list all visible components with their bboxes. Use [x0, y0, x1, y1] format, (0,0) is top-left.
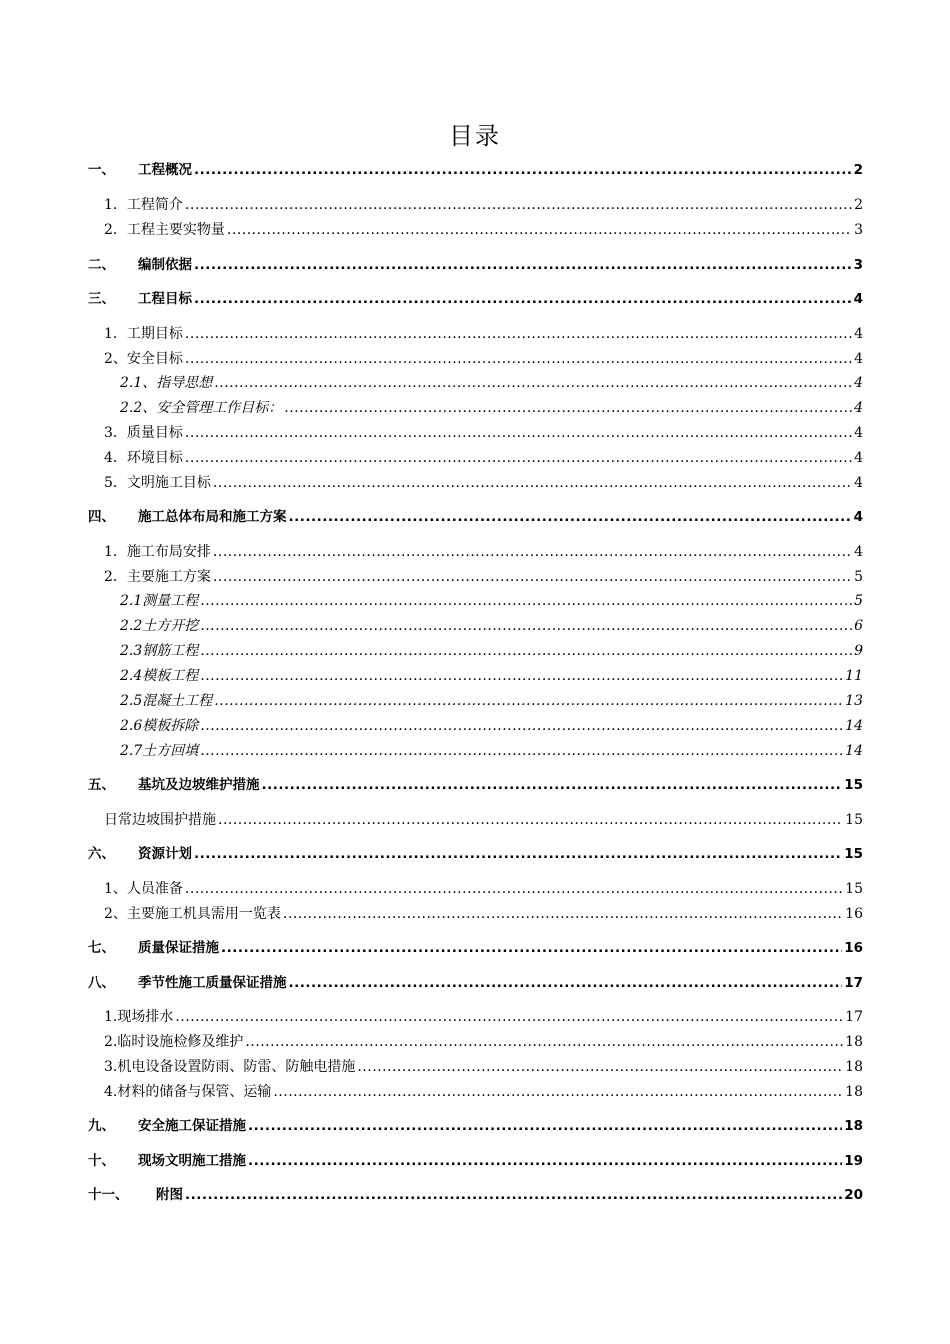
- toc-leader-dots: [194, 289, 852, 309]
- toc-entry-title: 2.1、指导思想: [120, 375, 213, 391]
- toc-entry-title: 1．工期目标: [104, 326, 183, 342]
- toc-entry[interactable]: [120, 398, 863, 418]
- toc-entry-title: 基坑及边坡维护措施: [138, 777, 260, 793]
- toc-entry[interactable]: [88, 938, 863, 958]
- toc-entry-title: 2．主要施工方案: [104, 569, 211, 585]
- toc-leader-dots: [200, 641, 852, 661]
- toc-leader-dots: [175, 1007, 843, 1027]
- toc-entry-page-number: 15: [844, 777, 863, 793]
- toc-entry-page-number: 5: [854, 593, 863, 609]
- toc-entry[interactable]: [88, 1151, 863, 1171]
- toc-entry-title: 资源计划: [138, 846, 192, 862]
- toc-entry-title: 1．施工布局安排: [104, 544, 211, 560]
- toc-entry[interactable]: [88, 255, 863, 275]
- toc-entry-title: 2、安全目标: [104, 351, 183, 367]
- toc-entry-title: 季节性施工质量保证措施: [138, 975, 287, 991]
- toc-entry[interactable]: [88, 1185, 863, 1205]
- toc-leader-dots: [185, 195, 852, 215]
- toc-entry[interactable]: [120, 591, 863, 611]
- toc-leader-dots: [185, 423, 852, 443]
- toc-leader-dots: [185, 324, 852, 344]
- toc-entry[interactable]: [120, 716, 863, 736]
- toc-leader-dots: [289, 507, 852, 527]
- toc-entry[interactable]: [120, 741, 863, 761]
- toc-entry[interactable]: [120, 691, 863, 711]
- toc-entry[interactable]: [104, 542, 863, 562]
- toc-entry[interactable]: [88, 1116, 863, 1136]
- toc-leader-dots: [194, 844, 842, 864]
- toc-entry[interactable]: [104, 810, 863, 830]
- toc-entry-title: 日常边坡围护措施: [104, 812, 216, 828]
- toc-entry[interactable]: [104, 473, 863, 493]
- toc-entry[interactable]: [104, 1007, 863, 1027]
- toc-entry-page-number: 4: [853, 291, 863, 307]
- toc-entry-number: 十一、: [88, 1187, 129, 1203]
- toc-entry-page-number: 16: [845, 906, 863, 922]
- toc-entry-title: 2．工程主要实物量: [104, 222, 225, 238]
- toc-entry-title: 4.材料的储备与保管、运输: [104, 1084, 272, 1100]
- toc-entry-number: 五、: [88, 777, 115, 793]
- toc-entry[interactable]: [88, 160, 863, 180]
- toc-entry[interactable]: [104, 904, 863, 924]
- toc-entry-page-number: 3: [854, 222, 863, 238]
- toc-entry-title: 2.5混凝土工程: [120, 693, 213, 709]
- toc-leader-dots: [214, 691, 843, 711]
- toc-leader-dots: [185, 879, 843, 899]
- toc-entry-number: 二、: [88, 257, 115, 273]
- toc-entry[interactable]: [104, 423, 863, 443]
- toc-entry-page-number: 18: [845, 1034, 863, 1050]
- toc-leader-dots: [194, 255, 852, 275]
- toc-entry-page-number: 9: [854, 643, 863, 659]
- toc-entry-title: 2.4模板工程: [120, 668, 199, 684]
- toc-entry-title: 质量保证措施: [138, 940, 219, 956]
- toc-entry-title: 编制依据: [138, 257, 192, 273]
- toc-entry[interactable]: [104, 567, 863, 587]
- toc-entry-title: 1、人员准备: [104, 881, 183, 897]
- toc-entry-page-number: 4: [853, 509, 863, 525]
- toc-leader-dots: [284, 398, 852, 418]
- toc-leader-dots: [200, 591, 852, 611]
- toc-entry-page-number: 15: [844, 846, 863, 862]
- toc-leader-dots: [200, 616, 852, 636]
- toc-entry-page-number: 4: [854, 351, 863, 367]
- toc-entry-title: 2.1测量工程: [120, 593, 199, 609]
- toc-entry[interactable]: [120, 373, 863, 393]
- toc-entry[interactable]: [104, 195, 863, 215]
- toc-entry[interactable]: [104, 448, 863, 468]
- toc-entry-page-number: 4: [854, 450, 863, 466]
- toc-leader-dots: [200, 741, 843, 761]
- toc-entry-page-number: 18: [845, 1059, 863, 1075]
- toc-entry-title: 4．环境目标: [104, 450, 183, 466]
- toc-leader-dots: [194, 160, 852, 180]
- toc-leader-dots: [200, 716, 843, 736]
- toc-entry-page-number: 4: [854, 544, 863, 560]
- toc-entry-page-number: 16: [844, 940, 863, 956]
- toc-entry[interactable]: [88, 844, 863, 864]
- toc-entry-page-number: 14: [845, 718, 863, 734]
- toc-entry[interactable]: [88, 507, 863, 527]
- toc-entry[interactable]: [120, 641, 863, 661]
- toc-entry-title: 2.临时设施检修及维护: [104, 1034, 244, 1050]
- toc-leader-dots: [214, 373, 852, 393]
- toc-entry[interactable]: [104, 349, 863, 369]
- toc-entry[interactable]: [120, 616, 863, 636]
- toc-entry[interactable]: [104, 1057, 863, 1077]
- toc-entry-page-number: 4: [854, 326, 863, 342]
- toc-entry-page-number: 4: [854, 375, 863, 391]
- toc-entry-page-number: 15: [845, 881, 863, 897]
- toc-leader-dots: [273, 1082, 843, 1102]
- toc-entry-page-number: 18: [844, 1118, 863, 1134]
- toc-entry-page-number: 4: [854, 425, 863, 441]
- toc-entry[interactable]: [88, 775, 863, 795]
- toc-leader-dots: [185, 1185, 842, 1205]
- toc-entry-title: 2.6模板拆除: [120, 718, 199, 734]
- toc-entry-page-number: 13: [845, 693, 863, 709]
- toc-entry-page-number: 4: [854, 400, 863, 416]
- toc-title: 目录: [449, 122, 501, 150]
- toc-entry-number: 四、: [88, 509, 115, 525]
- toc-entry-title: 3．质量目标: [104, 425, 183, 441]
- toc-entry-title: 工程目标: [138, 291, 192, 307]
- toc-entry-title: 1.现场排水: [104, 1009, 174, 1025]
- toc-entry-title: 2.3钢筋工程: [120, 643, 199, 659]
- toc-leader-dots: [221, 938, 842, 958]
- toc-leader-dots: [213, 473, 852, 493]
- toc-entry-page-number: 2: [853, 162, 863, 178]
- toc-entry-page-number: 3: [853, 257, 863, 273]
- toc-entry-title: 2.7土方回填: [120, 743, 199, 759]
- toc-leader-dots: [200, 666, 843, 686]
- toc-entry-number: 八、: [88, 975, 115, 991]
- toc-entry-number: 三、: [88, 291, 115, 307]
- toc-entry-page-number: 14: [845, 743, 863, 759]
- toc-leader-dots: [213, 567, 852, 587]
- toc-entry-title: 2、主要施工机具需用一览表: [104, 906, 281, 922]
- toc-leader-dots: [262, 775, 843, 795]
- toc-entry-title: 现场文明施工措施: [138, 1153, 246, 1169]
- toc-entry-title: 安全施工保证措施: [138, 1118, 246, 1134]
- toc-entry-page-number: 4: [854, 475, 863, 491]
- toc-entry-title: 附图: [156, 1187, 183, 1203]
- toc-leader-dots: [213, 542, 852, 562]
- toc-entry-number: 九、: [88, 1118, 115, 1134]
- toc-leader-dots: [289, 973, 843, 993]
- toc-entry-title: 2.2、安全管理工作目标：: [120, 400, 283, 416]
- toc-entry-title: 5．文明施工目标: [104, 475, 211, 491]
- toc-entry-page-number: 17: [844, 975, 863, 991]
- toc-entry-number: 十、: [88, 1153, 115, 1169]
- toc-entry-title: 2.2土方开挖: [120, 618, 199, 634]
- toc-entry[interactable]: [104, 1032, 863, 1052]
- toc-entry-number: 一、: [88, 162, 115, 178]
- toc-leader-dots: [227, 220, 852, 240]
- toc-leader-dots: [283, 904, 843, 924]
- toc-entry[interactable]: [88, 973, 863, 993]
- toc-entry-title: 3.机电设备设置防雨、防雷、防触电措施: [104, 1059, 356, 1075]
- toc-entry-title: 1．工程简介: [104, 197, 183, 213]
- toc-leader-dots: [218, 810, 843, 830]
- toc-entry[interactable]: [120, 666, 863, 686]
- toc-leader-dots: [357, 1057, 843, 1077]
- toc-entry-page-number: 2: [854, 197, 863, 213]
- toc-entry-title: 施工总体布局和施工方案: [138, 509, 287, 525]
- toc-entry-title: 工程概况: [138, 162, 192, 178]
- toc-entry-page-number: 6: [854, 618, 863, 634]
- toc-leader-dots: [185, 448, 852, 468]
- toc-leader-dots: [185, 349, 852, 369]
- toc-entry[interactable]: [104, 879, 863, 899]
- toc-entry-page-number: 11: [845, 668, 863, 684]
- toc-entry-page-number: 20: [844, 1187, 863, 1203]
- toc-entry[interactable]: [104, 220, 863, 240]
- toc-entry-page-number: 18: [845, 1084, 863, 1100]
- toc-entry-page-number: 17: [845, 1009, 863, 1025]
- toc-entry-number: 七、: [88, 940, 115, 956]
- toc-entry[interactable]: [104, 324, 863, 344]
- toc-entry-page-number: 19: [844, 1153, 863, 1169]
- toc-entry-page-number: 15: [845, 812, 863, 828]
- toc-leader-dots: [248, 1151, 842, 1171]
- toc-leader-dots: [248, 1116, 842, 1136]
- toc-entry[interactable]: [104, 1082, 863, 1102]
- toc-entry-page-number: 5: [854, 569, 863, 585]
- toc-entry[interactable]: [88, 289, 863, 309]
- toc-entry-number: 六、: [88, 846, 115, 862]
- toc-leader-dots: [245, 1032, 843, 1052]
